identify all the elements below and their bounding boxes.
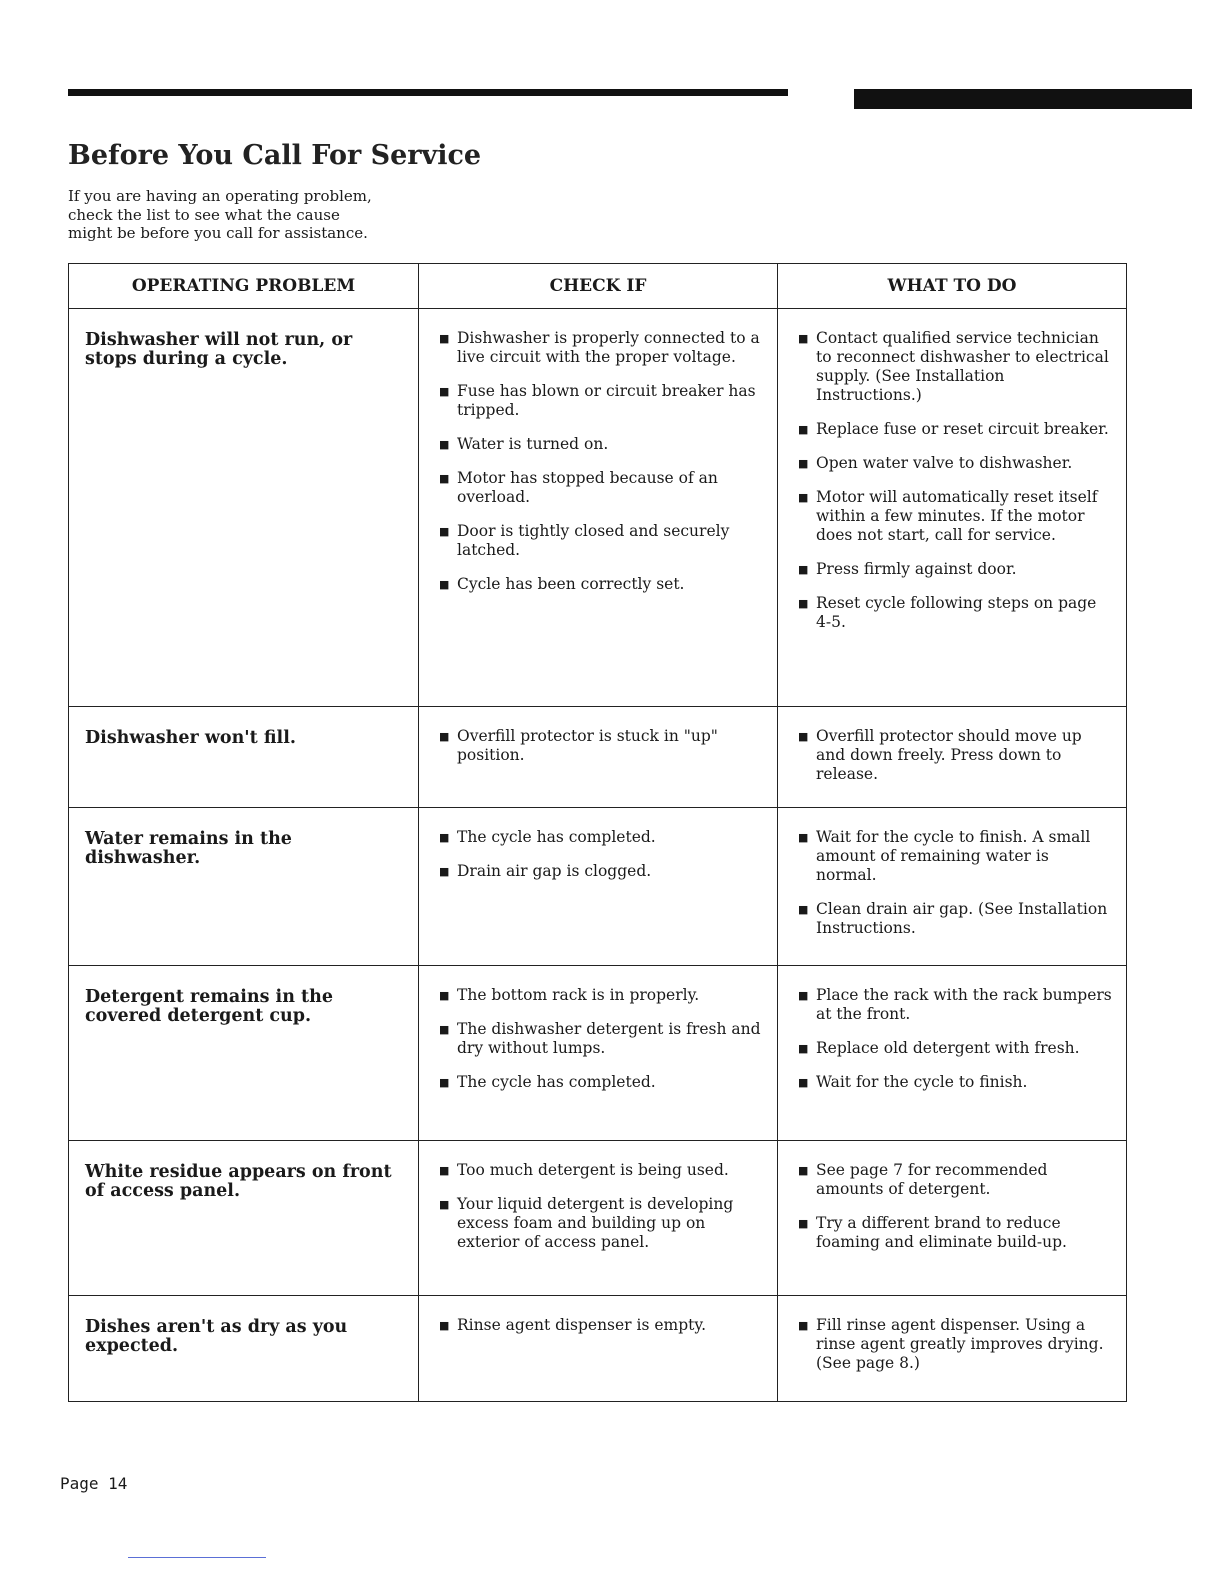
header-check-if: CHECK IF — [419, 264, 778, 309]
bullet-icon: ■ — [439, 730, 450, 743]
what-to-do-cell — [778, 1296, 1127, 1402]
list-item — [794, 986, 1114, 1024]
list-item — [435, 986, 765, 1005]
what-to-do-list — [794, 329, 1114, 632]
check-if-cell — [419, 309, 778, 707]
footer-line — [128, 1557, 266, 1558]
what-to-do-cell — [778, 707, 1127, 808]
list-item-text: The dishwasher detergent is fresh and dry without lumps. — [457, 1020, 761, 1057]
bullet-icon: ■ — [439, 831, 450, 844]
intro-line: might be before you call for assistance. — [68, 224, 368, 242]
bullet-icon: ■ — [439, 525, 450, 538]
list-item — [794, 420, 1114, 439]
bullet-icon: ■ — [439, 1198, 450, 1211]
bullet-icon: ■ — [798, 903, 809, 916]
list-item-text: Dishwasher is properly connected to a live circuit with the proper voltage. — [457, 329, 760, 366]
list-item-text: Cycle has been correctly set. — [457, 575, 685, 593]
list-item — [794, 329, 1114, 405]
bullet-icon: ■ — [798, 457, 809, 470]
list-item — [794, 454, 1114, 473]
list-item — [435, 329, 765, 367]
list-item-text: Wait for the cycle to finish. A small amount of remaining water is normal. — [816, 828, 1091, 884]
list-item-text: See page 7 for recommended amounts of detergent. — [816, 1161, 1048, 1198]
check-if-cell — [419, 808, 778, 966]
list-item-text: Press firmly against door. — [816, 560, 1017, 578]
table-row — [69, 1141, 1127, 1296]
list-item — [435, 469, 765, 507]
header-what-to-do: WHAT TO DO — [778, 264, 1127, 309]
list-item-text: Reset cycle following steps on page 4-5. — [816, 594, 1097, 631]
problem-cell: Dishwasher will not run, or stops during a cycle. — [69, 309, 419, 707]
list-item-text: Rinse agent dispenser is empty. — [457, 1316, 706, 1334]
bullet-icon: ■ — [798, 597, 809, 610]
bullet-icon: ■ — [798, 423, 809, 436]
list-item-text: Replace old detergent with fresh. — [816, 1039, 1080, 1057]
bullet-icon: ■ — [798, 1042, 809, 1055]
list-item-text: Clean drain air gap. (See Installation Instructions. — [816, 900, 1108, 937]
bullet-icon: ■ — [439, 578, 450, 591]
list-item-text: The cycle has completed. — [457, 828, 656, 846]
list-item — [435, 828, 765, 847]
list-item — [435, 1020, 765, 1058]
bullet-icon: ■ — [798, 831, 809, 844]
list-item-text: The cycle has completed. — [457, 1073, 656, 1091]
list-item — [435, 522, 765, 560]
list-item — [794, 488, 1114, 545]
list-item-text: Contact qualified service technician to reconnect dishwasher to electrical supply. (See Installation Instructions.) — [816, 329, 1109, 404]
list-item-text: Overfill protector should move up and down freely. Press down to release. — [816, 727, 1082, 783]
list-item — [435, 1073, 765, 1092]
bullet-icon: ■ — [439, 472, 450, 485]
list-item — [794, 1214, 1114, 1252]
table-row — [69, 707, 1127, 808]
bullet-icon: ■ — [439, 438, 450, 451]
list-item — [435, 862, 765, 881]
what-to-do-cell — [778, 1141, 1127, 1296]
list-item-text: Try a different brand to reduce foaming and eliminate build-up. — [816, 1214, 1067, 1251]
what-to-do-list — [794, 1316, 1114, 1373]
problem-cell: White residue appears on front of access panel. — [69, 1141, 419, 1296]
bullet-icon: ■ — [798, 332, 809, 345]
list-item-text: Open water valve to dishwasher. — [816, 454, 1073, 472]
check-if-list — [435, 329, 765, 594]
table-row — [69, 966, 1127, 1141]
list-item-text: Motor has stopped because of an overload. — [457, 469, 718, 506]
check-if-list — [435, 828, 765, 881]
list-item-text: Your liquid detergent is developing excess foam and building up on exterior of access panel. — [457, 1195, 734, 1251]
list-item-text: Place the rack with the rack bumpers at the front. — [816, 986, 1112, 1023]
bullet-icon: ■ — [439, 385, 450, 398]
bullet-icon: ■ — [439, 1023, 450, 1036]
what-to-do-list — [794, 727, 1114, 784]
list-item-text: Wait for the cycle to finish. — [816, 1073, 1028, 1091]
list-item — [435, 727, 765, 765]
list-item-text: Motor will automatically reset itself within a few minutes. If the motor does not start, call for service. — [816, 488, 1098, 544]
bullet-icon: ■ — [439, 1076, 450, 1089]
bullet-icon: ■ — [439, 865, 450, 878]
problem-cell: Water remains in the dishwasher. — [69, 808, 419, 966]
check-if-cell — [419, 1141, 778, 1296]
what-to-do-list — [794, 828, 1114, 938]
check-if-list — [435, 727, 765, 765]
what-to-do-list — [794, 986, 1114, 1092]
list-item — [435, 575, 765, 594]
list-item — [794, 560, 1114, 579]
list-item-text: Water is turned on. — [457, 435, 609, 453]
what-to-do-list — [794, 1161, 1114, 1252]
what-to-do-cell — [778, 808, 1127, 966]
bullet-icon: ■ — [798, 1319, 809, 1332]
bullet-icon: ■ — [798, 1076, 809, 1089]
bullet-icon: ■ — [439, 332, 450, 345]
check-if-cell — [419, 1296, 778, 1402]
table-row — [69, 309, 1127, 707]
list-item-text: Door is tightly closed and securely latched. — [457, 522, 730, 559]
problem-cell: Dishwasher won't fill. — [69, 707, 419, 808]
list-item — [794, 828, 1114, 885]
what-to-do-cell — [778, 966, 1127, 1141]
bullet-icon: ■ — [439, 1164, 450, 1177]
header-rule-thin — [68, 89, 788, 96]
header-rule — [68, 89, 1124, 99]
list-item-text: Replace fuse or reset circuit breaker. — [816, 420, 1109, 438]
bullet-icon: ■ — [798, 1217, 809, 1230]
list-item — [435, 382, 765, 420]
page-title: Before You Call For Service — [68, 140, 482, 171]
intro-paragraph — [68, 187, 408, 243]
list-item — [435, 1195, 765, 1252]
header-rule-thick — [854, 89, 1192, 109]
table-row — [69, 1296, 1127, 1402]
bullet-icon: ■ — [798, 730, 809, 743]
intro-line: check the list to see what the cause — [68, 205, 340, 224]
header-operating-problem: OPERATING PROBLEM — [69, 264, 419, 309]
check-if-cell — [419, 966, 778, 1141]
table-row — [69, 808, 1127, 966]
list-item-text: Too much detergent is being used. — [457, 1161, 729, 1179]
list-item — [794, 1039, 1114, 1058]
table-header-row — [69, 264, 1127, 309]
problem-cell: Dishes aren't as dry as you expected. — [69, 1296, 419, 1402]
problem-cell: Detergent remains in the covered detergent cup. — [69, 966, 419, 1141]
bullet-icon: ■ — [798, 491, 809, 504]
bullet-icon: ■ — [439, 989, 450, 1002]
list-item-text: The bottom rack is in properly. — [457, 986, 700, 1004]
check-if-list — [435, 986, 765, 1092]
list-item — [794, 727, 1114, 784]
list-item-text: Drain air gap is clogged. — [457, 862, 652, 880]
list-item — [794, 1316, 1114, 1373]
list-item — [794, 1161, 1114, 1199]
list-item — [435, 1161, 765, 1180]
bullet-icon: ■ — [798, 989, 809, 1002]
list-item — [794, 594, 1114, 632]
check-if-cell — [419, 707, 778, 808]
troubleshooting-table — [68, 263, 1127, 1402]
table-body — [69, 309, 1127, 1402]
list-item-text: Fill rinse agent dispenser. Using a rinse agent greatly improves drying. (See page 8.) — [816, 1316, 1104, 1372]
list-item — [435, 435, 765, 454]
intro-line: If you are having an operating problem, — [68, 187, 372, 205]
page-number: Page 14 — [60, 1474, 128, 1493]
list-item — [794, 900, 1114, 938]
bullet-icon: ■ — [798, 1164, 809, 1177]
list-item-text: Fuse has blown or circuit breaker has tripped. — [457, 382, 756, 419]
bullet-icon: ■ — [439, 1319, 450, 1332]
check-if-list — [435, 1316, 765, 1335]
list-item-text: Overfill protector is stuck in "up" position. — [457, 727, 718, 764]
list-item — [435, 1316, 765, 1335]
check-if-list — [435, 1161, 765, 1252]
bullet-icon: ■ — [798, 563, 809, 576]
list-item — [794, 1073, 1114, 1092]
what-to-do-cell — [778, 309, 1127, 707]
